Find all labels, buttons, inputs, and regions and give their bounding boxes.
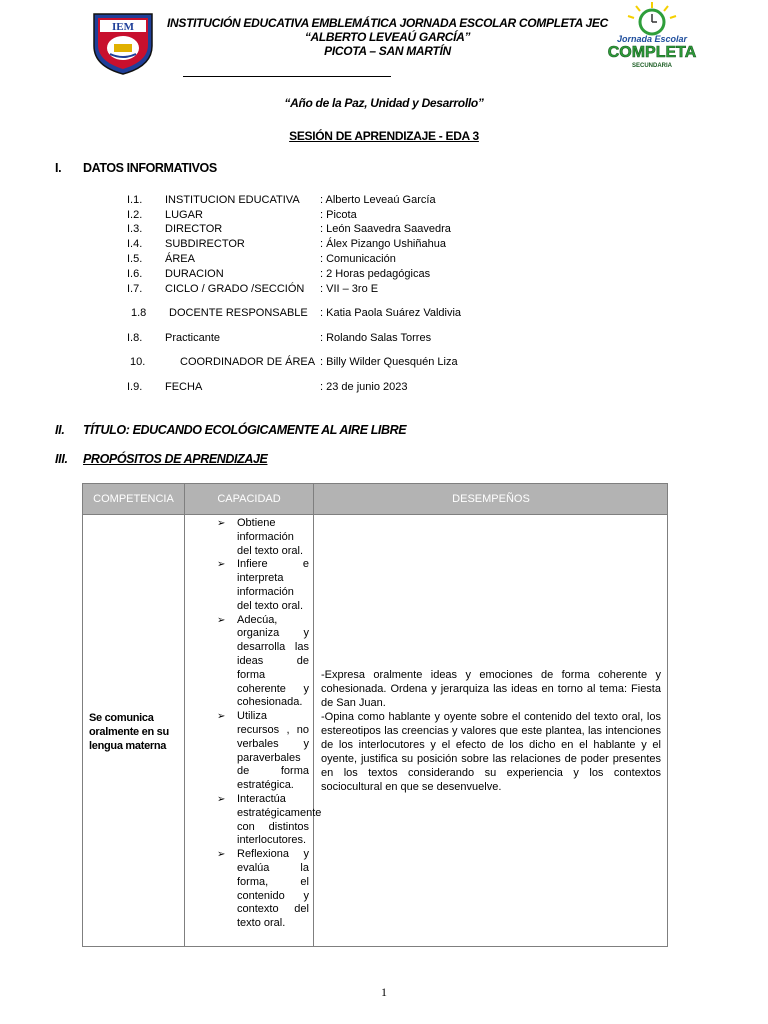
info-number: I.7. bbox=[127, 283, 143, 295]
info-label: Practicante bbox=[165, 332, 221, 344]
header-line-1: INSTITUCIÓN EDUCATIVA EMBLEMÁTICA JORNADA ESCOLAR COMPLETA JEC bbox=[167, 16, 608, 30]
info-label: FECHA bbox=[165, 381, 203, 393]
header-competencia: COMPETENCIA bbox=[93, 493, 174, 505]
info-value: : Rolando Salas Torres bbox=[320, 332, 432, 344]
info-value: : VII – 3ro E bbox=[320, 283, 379, 295]
header-line-3: PICOTA – SAN MARTÍN bbox=[324, 44, 451, 58]
info-label: DURACION bbox=[165, 268, 224, 280]
capacidad-item: ➢ Interactúa estratégicamente con distintos interlocutores. bbox=[217, 792, 322, 847]
capacidad-list bbox=[191, 517, 322, 931]
header-capacidad: CAPACIDAD bbox=[217, 493, 281, 505]
info-label: ÁREA bbox=[165, 253, 195, 265]
capacidad-item: ➢ Obtiene información del texto oral. bbox=[217, 517, 304, 557]
info-number: I.1. bbox=[127, 194, 143, 206]
column-divider bbox=[313, 484, 314, 946]
row-divider bbox=[83, 514, 667, 515]
info-value: : Billy Wilder Quesquén Liza bbox=[320, 356, 458, 368]
learning-purposes-table bbox=[82, 483, 668, 947]
info-value: : León Saavedra Saavedra bbox=[320, 223, 451, 235]
svg-text:Jornada Escolar: Jornada Escolar bbox=[616, 34, 688, 44]
capacidad-item: ➢ Adecúa, organiza y desarrolla las ideas de forma coherente y cohesionada. bbox=[217, 613, 309, 709]
header-desempenos: DESEMPEÑOS bbox=[452, 493, 530, 505]
section-3-title: PROPÓSITOS DE APRENDIZAJE bbox=[83, 452, 268, 466]
capacidad-item: ➢ Infiere e interpreta información del texto oral. bbox=[217, 558, 309, 612]
section-1-title: DATOS INFORMATIVOS bbox=[83, 161, 217, 175]
info-value: : Álex Pizango Ushiñahua bbox=[320, 238, 446, 250]
header-line-2: “ALBERTO LEVEAÚ GARCÍA” bbox=[304, 30, 471, 44]
info-value: : 2 Horas pedagógicas bbox=[320, 268, 431, 280]
school-header bbox=[165, 16, 610, 58]
desempeno-paragraph: -Opina como hablante y oyente sobre el contenido del texto oral, los estereotipos las creencias y valores que este plantea, las intenciones de los interlocutores y el efecto de los dicho en el hablante y el oyente, justifica su posición sobre las relaciones de poder presentes en los textos considerando su experiencia y los contextos sociocultural en que se desenvuelve. bbox=[321, 711, 661, 793]
info-number: I.9. bbox=[127, 381, 143, 393]
year-motto: “Año de la Paz, Unidad y Desarrollo” bbox=[284, 96, 484, 110]
info-label: CICLO / GRADO /SECCIÓN bbox=[165, 283, 305, 295]
competencia-cell: Se comunica oralmente en su lengua materna bbox=[89, 712, 169, 752]
svg-text:COMPLETA: COMPLETA bbox=[607, 44, 697, 61]
info-number: 10. bbox=[130, 356, 146, 368]
info-label: DIRECTOR bbox=[165, 223, 223, 235]
info-label: COORDINADOR DE ÁREA bbox=[180, 356, 316, 368]
info-value: : Picota bbox=[320, 209, 357, 221]
jornada-escolar-completa-logo bbox=[600, 0, 705, 72]
info-label: SUBDIRECTOR bbox=[165, 238, 245, 250]
info-label: INSTITUCION EDUCATIVA bbox=[165, 194, 300, 206]
section-1-number: I. bbox=[55, 161, 62, 175]
info-number: I.2. bbox=[127, 209, 143, 221]
info-label: DOCENTE RESPONSABLE bbox=[169, 307, 308, 319]
info-value: : 23 de junio 2023 bbox=[320, 381, 408, 393]
section-2-number: II. bbox=[55, 423, 65, 437]
info-value: : Katia Paola Suárez Valdivia bbox=[320, 307, 462, 319]
info-label: LUGAR bbox=[165, 209, 203, 221]
info-value: : Alberto Leveaú García bbox=[320, 194, 436, 206]
section-3-number: III. bbox=[55, 452, 68, 466]
arrow-bullet-icon: ➢ bbox=[217, 559, 226, 571]
school-crest-logo bbox=[90, 10, 156, 76]
info-number: 1.8 bbox=[131, 307, 147, 319]
desempenos-cell bbox=[321, 668, 661, 794]
table-header-row bbox=[83, 484, 667, 514]
section-2-title: TÍTULO: EDUCANDO ECOLÓGICAMENTE AL AIRE LIBRE bbox=[83, 423, 407, 437]
capacidad-item: ➢ Utiliza recursos , no verbales y paraverbales de forma estratégica. bbox=[217, 710, 309, 792]
svg-text:IEM: IEM bbox=[112, 21, 134, 33]
info-number: I.4. bbox=[127, 238, 143, 250]
arrow-bullet-icon: ➢ bbox=[217, 711, 226, 723]
info-number: I.3. bbox=[127, 223, 143, 235]
info-number: I.8. bbox=[127, 332, 143, 344]
arrow-bullet-icon: ➢ bbox=[217, 849, 226, 861]
svg-text:SECUNDARIA: SECUNDARIA bbox=[631, 63, 673, 69]
info-number: I.5. bbox=[127, 253, 143, 265]
desempeno-paragraph: -Expresa oralmente ideas y emociones de forma coherente y cohesionada. Ordena y jerarquiza las ideas en torno al tema: Fiesta de San Juan. bbox=[321, 669, 661, 709]
capacidad-item: ➢ Reflexiona y evalúa la forma, el contenido y contexto del texto oral. bbox=[217, 848, 309, 930]
header-divider bbox=[183, 76, 391, 77]
info-number: I.6. bbox=[127, 268, 143, 280]
arrow-bullet-icon: ➢ bbox=[217, 614, 226, 626]
arrow-bullet-icon: ➢ bbox=[217, 518, 226, 529]
column-divider bbox=[184, 484, 185, 946]
info-value: : Comunicación bbox=[320, 253, 396, 265]
arrow-bullet-icon: ➢ bbox=[217, 793, 226, 805]
session-title: SESIÓN DE APRENDIZAJE - EDA 3 bbox=[289, 129, 479, 143]
page-number: 1 bbox=[381, 985, 387, 999]
